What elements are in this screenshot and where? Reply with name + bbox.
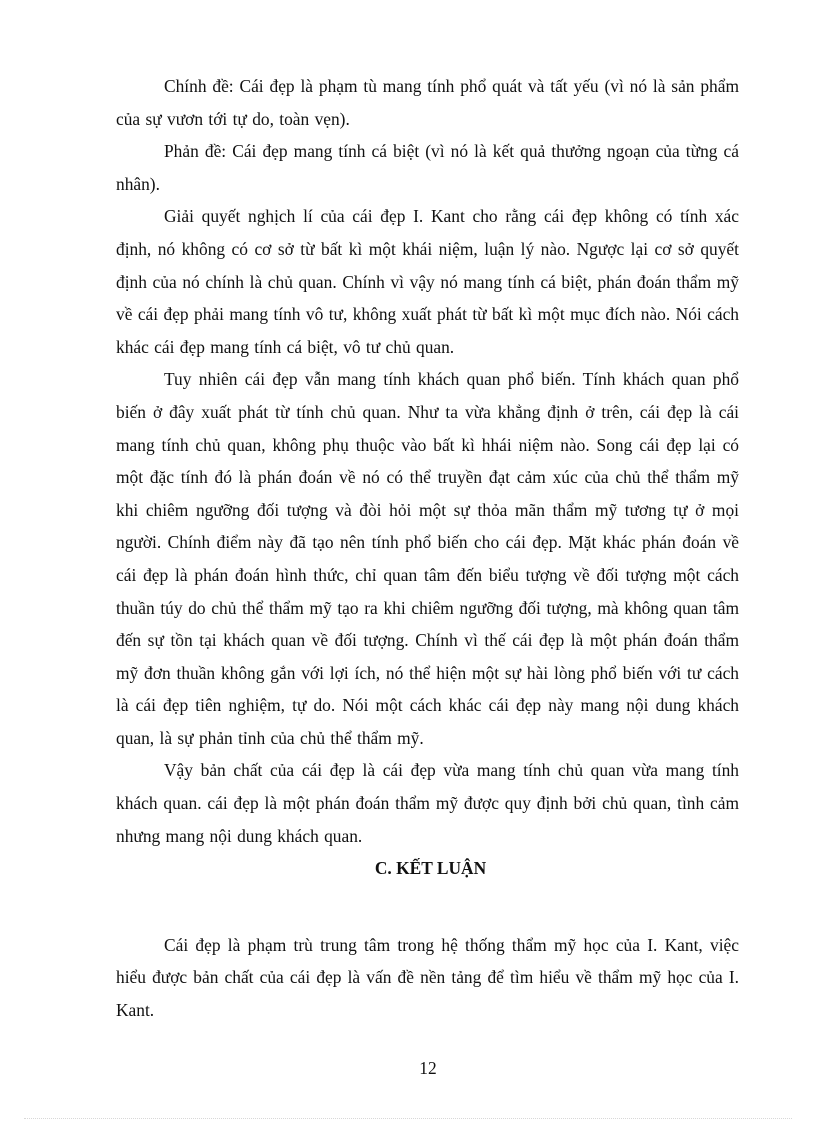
paragraph-antithesis: Phản đề: Cái đẹp mang tính cá biệt (vì nó là kết quả thưởng ngoạn của từng cá nhân).	[116, 141, 739, 194]
paragraph-essence: Vậy bản chất của cái đẹp là cái đẹp vừa mang tính chủ quan vừa mang tính khách quan. cái đẹp là một phán đoán thẩm mỹ được quy định bởi chủ quan, tình cảm nhưng mang nội dung khách quan.	[116, 760, 739, 846]
paragraph-thesis: Chính đề: Cái đẹp là phạm tù mang tính phổ quát và tất yếu (vì nó là sản phẩm của sự vươn tới tự do, toàn vẹn).	[116, 76, 739, 129]
page-body	[116, 70, 739, 1027]
paragraph-resolution: Giải quyết nghịch lí của cái đẹp I. Kant cho rằng cái đẹp không có tính xác định, nó không có cơ sở từ bất kì một khái niệm, luận lý nào. Ngược lại cơ sở quyết định của nó chính là chủ quan. Chính vì vậy nó mang tính cá biệt, phán đoán thẩm mỹ về cái đẹp phải mang tính vô tư, không xuất phát từ bất kì một mục đích nào. Nói cách khác cái đẹp mang tính cá biệt, vô tư chủ quan.	[116, 206, 739, 357]
paragraph-conclusion: Cái đẹp là phạm trù trung tâm trong hệ thống thẩm mỹ học của I. Kant, việc hiểu được bản chất của cái đẹp là vấn đề nền tảng để tìm hiểu về thẩm mỹ học của I. Kant.	[116, 934, 739, 1021]
section-heading-conclusion: C. KẾT LUẬN	[374, 858, 487, 879]
page-number: 12	[419, 1058, 437, 1078]
heading-spacer	[116, 885, 739, 929]
paragraph-objectivity: Tuy nhiên cái đẹp vẫn mang tính khách quan phổ biến. Tính khách quan phổ biến ở đây xuất phát từ tính chủ quan. Như ta vừa khẳng định ở trên, cái đẹp là cái mang tính chủ quan, không phụ thuộc vào bất kì hhái niệm nào. Song cái đẹp lại có một đặc tính đó là phán đoán về nó có thể truyền đạt cảm xúc của chủ thể thẩm mỹ khi chiêm ngưỡng đối tượng và đòi hỏi một sự thỏa mãn thẩm mỹ tương tự ở mọi người. Chính điểm này đã tạo nên tính phổ biến cho cái đẹp. Mặt khác phán đoán về cái đẹp là phán đoán hình thức, chỉ quan tâm đến biểu tượng về đối tượng một cách thuần túy do chủ thể thẩm mỹ tạo ra khi chiêm ngưỡng đối tượng, mà không quan tâm đến sự tồn tại khách quan về đối tượng. Chính vì thế cái đẹp là một phán đoán thẩm mỹ đơn thuần không gắn với lợi ích, nó thể hiện một sự hài lòng phổ biến với tư cách là cái đẹp tiên nghiệm, tự do. Nói một cách khác cái đẹp này mang nội dung khách quan, là sự phản tỉnh của chủ thể thẩm mỹ.	[116, 369, 739, 748]
page-bottom-divider	[24, 1118, 792, 1119]
